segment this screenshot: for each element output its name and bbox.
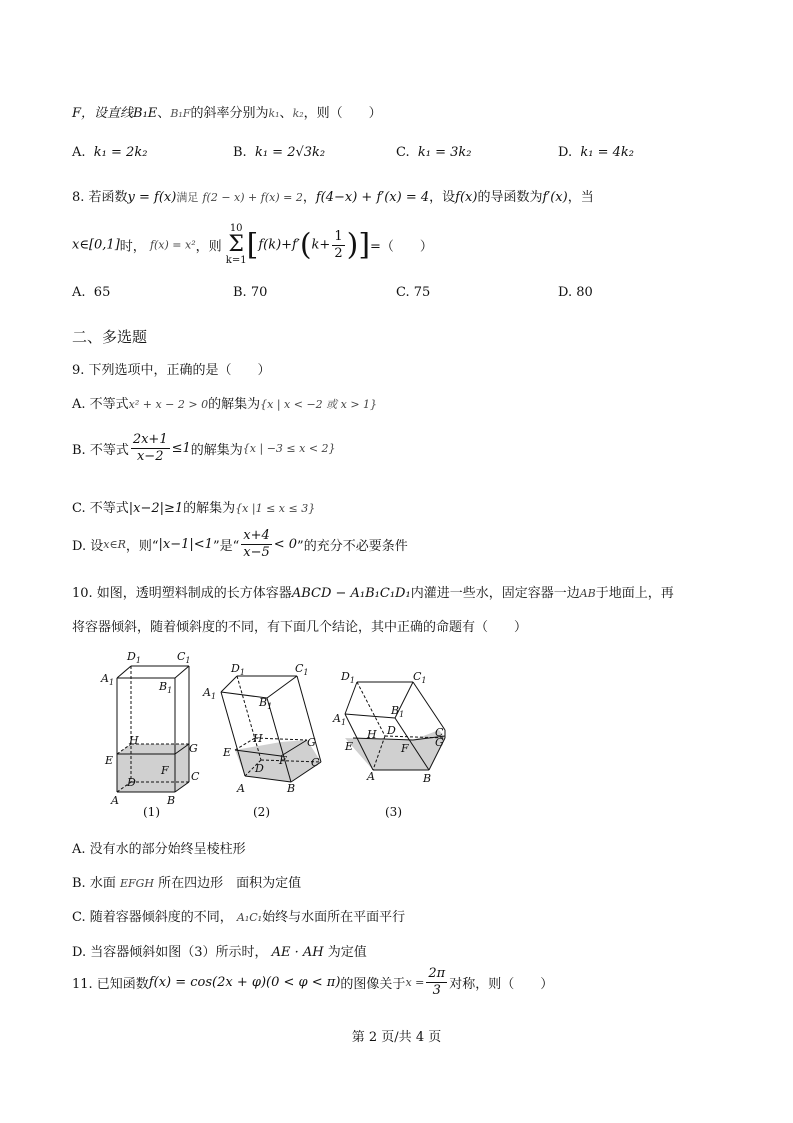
svg-text:A1: $A_1$: [203, 686, 217, 701]
svg-text:D: D: [127, 776, 136, 789]
q7-stem-tail: F，设直线B₁E、B₁F的斜率分别为k₁、k₂，则（ ）: [72, 106, 382, 121]
svg-text:E: E: [345, 740, 354, 753]
q8-stem-line2: x∈[0,1]时， f(x) = x²，则 10 Σ k=1[f(k)+f′(k+ $\frac{1}{2}$ )]=（ ）: [72, 223, 433, 266]
svg-text:C1: $C_1$: [413, 670, 427, 685]
svg-text:G: G: [189, 742, 198, 755]
svg-text:A: A: [111, 794, 119, 807]
q7-option-b: B. k₁ = 2√3k₂: [233, 145, 326, 160]
svg-text:E: E: [105, 754, 114, 767]
svg-text:A: A: [237, 782, 245, 795]
svg-text:D1: $D_1$: [341, 670, 355, 685]
q9-option-a: A. 不等式x² + x − 2 > 0的解集为{x | x < −2 或 x > 1}: [72, 397, 378, 412]
svg-text:H: H: [129, 734, 139, 747]
svg-text:C: C: [311, 756, 320, 769]
q7-option-d: D. k₁ = 4k₂: [558, 145, 634, 160]
svg-text:B1: $B_1$: [159, 680, 173, 695]
svg-text:C1: $C_1$: [177, 650, 191, 665]
fig3-label: (3): [385, 805, 402, 819]
section-title: 二、多选题: [72, 328, 148, 346]
q7-option-c: C. k₁ = 3k₂: [396, 145, 472, 160]
svg-text:B1: $B_1$: [391, 704, 405, 719]
q9-option-b: B. 不等式 $\frac{2x+1}{x-2}$ ≤1的解集为{x | −3 ≤ x < 2}: [72, 432, 336, 464]
fig1-label: (1): [143, 805, 160, 819]
q8-option-a: A. 65: [72, 285, 111, 300]
svg-text:E: E: [223, 746, 232, 759]
q8-stem-line1: 8. 若函数y = f(x)满足 f(2 − x) + f(x) = 2，f(4−x) + f′(x) = 4，设f(x)的导函数为f′(x)，当: [72, 190, 594, 205]
q7-option-a: A. k₁ = 2k₂: [72, 145, 148, 160]
q8-option-d: D. 80: [558, 285, 593, 300]
q11-stem: 11. 已知函数f(x) = cos(2x + φ)(0 < φ < π)的图像关于x = $\frac{2\pi}{3}$ 对称，则（ ）: [72, 966, 554, 998]
svg-text:A: A: [367, 770, 375, 783]
q8-option-c: C. 75: [396, 285, 431, 300]
q10-option-b: B. 水面 EFGH 所在四边形 面积为定值: [72, 876, 302, 891]
q10-option-c: C. 随着容器倾斜度的不同， A₁C₁始终与水面所在平面平行: [72, 910, 406, 925]
q9-option-d: D. 设x∈R，则“|x−1|<1”是“ $\frac{x+4}{x-5}$ < 0”的充分不必要条件: [72, 528, 408, 560]
q8-option-b: B. 70: [233, 285, 268, 300]
fig2-label: (2): [253, 805, 270, 819]
svg-text:H: H: [253, 732, 263, 745]
svg-text:B: B: [287, 782, 296, 795]
summation-symbol: 10 Σ k=1: [225, 223, 247, 266]
svg-text:B: B: [167, 794, 176, 807]
svg-text:F: F: [279, 754, 287, 767]
svg-text:A1: $A_1$: [333, 712, 347, 727]
svg-text:F: F: [161, 764, 169, 777]
svg-text:C: C: [191, 770, 200, 783]
svg-text:G: G: [435, 736, 444, 749]
svg-text:F: F: [401, 742, 409, 755]
q10-stem-line2: 将容器倾斜，随着倾斜度的不同，有下面几个结论，其中正确的命题有（ ）: [72, 620, 528, 635]
svg-text:H: H: [367, 728, 377, 741]
q10-stem-line1: 10. 如图，透明塑料制成的长方体容器ABCD − A₁B₁C₁D₁内灌进一些水，固定容器一边AB于地面上，再: [72, 586, 674, 601]
svg-text:D1: $D_1$: [231, 662, 245, 677]
svg-text:G: G: [307, 736, 316, 749]
q10-figures: [95, 640, 465, 825]
page-footer: 第 2 页/共 4 页: [351, 1030, 442, 1045]
svg-text:D: D: [255, 762, 264, 775]
svg-text:D1: $D_1$: [127, 650, 141, 665]
svg-text:B1: $B_1$: [259, 696, 273, 711]
svg-text:C: C: [435, 726, 444, 739]
q10-option-a: A. 没有水的部分始终呈棱柱形: [72, 842, 246, 857]
q9-option-c: C. 不等式|x−2|≥1的解集为{x |1 ≤ x ≤ 3}: [72, 501, 316, 516]
q9-stem: 9. 下列选项中，正确的是（ ）: [72, 363, 271, 378]
q10-option-d: D. 当容器倾斜如图（3）所示时， AE · AH 为定值: [72, 945, 367, 960]
svg-text:D: D: [387, 724, 396, 737]
svg-text:A1: $A_1$: [101, 672, 115, 687]
svg-text:B: B: [423, 772, 432, 785]
svg-text:C1: $C_1$: [295, 662, 309, 677]
